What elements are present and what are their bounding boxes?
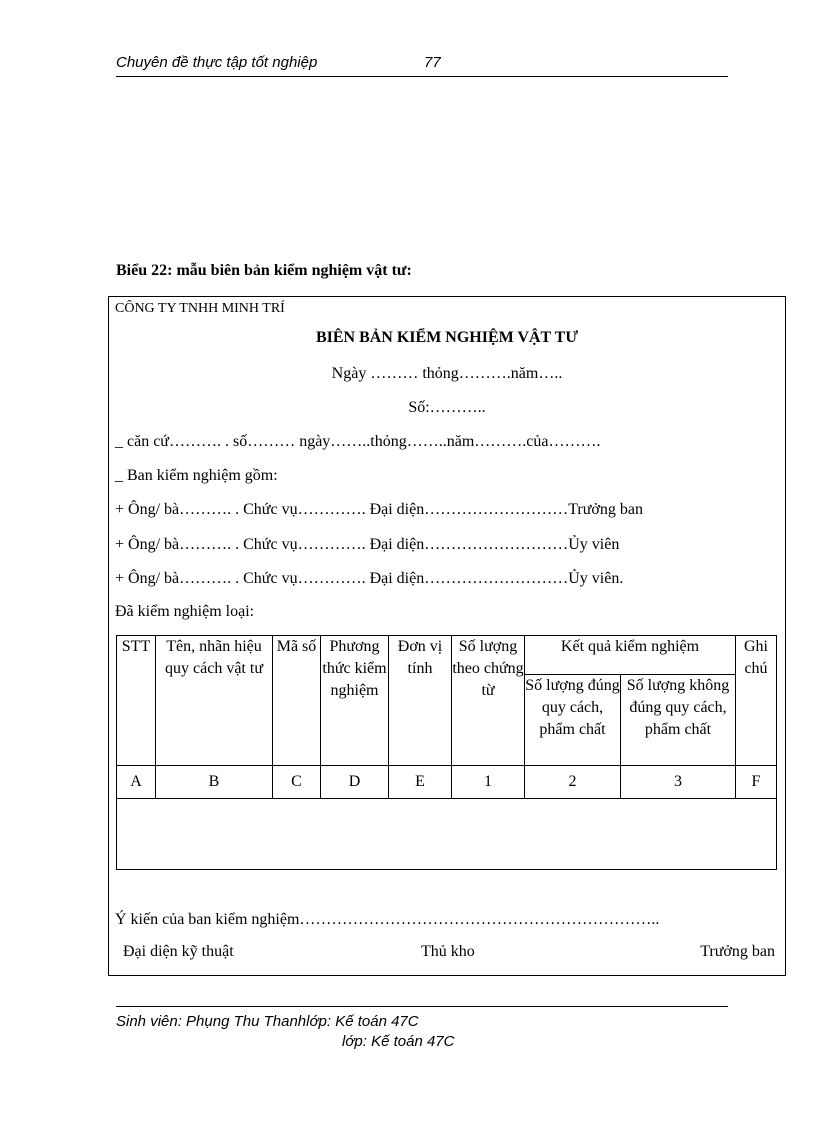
letter-cell: F	[736, 766, 777, 799]
member-line: + Ông/ bà………. . Chức vụ…………. Đại diện………………………Trưởng ban	[115, 501, 643, 518]
letter-cell: D	[321, 766, 389, 799]
empty-cell	[117, 799, 777, 870]
header-subject: Chuyên đề thực tập tốt nghiệp	[116, 54, 318, 71]
col-result-group: Kết quả kiểm nghiệm	[525, 636, 736, 675]
letter-cell: B	[156, 766, 273, 799]
inspection-form	[108, 296, 786, 976]
form-title: BIÊN BẢN KIỂM NGHIỆM VẬT TƯ	[315, 329, 579, 346]
number-line: Số:………..	[408, 399, 486, 416]
signature-technical: Đại diện kỹ thuật	[123, 943, 234, 960]
page-header	[116, 52, 728, 77]
table-letter-row	[117, 766, 777, 799]
col-ok-qty: Số lượng đúng quy cách, phẩm chất	[525, 675, 621, 766]
table-empty-row	[117, 799, 777, 870]
col-quantity: Số lượng theo chứng từ	[452, 636, 525, 766]
letter-cell: 3	[621, 766, 736, 799]
basis-line: _ căn cứ………. . số……… ngày……..thỏng……..năm……….của……….	[115, 433, 601, 450]
col-unit: Đơn vị tính	[389, 636, 452, 766]
member-line: + Ông/ bà………. . Chức vụ…………. Đại diện………………………Ủy viên	[115, 536, 620, 553]
letter-cell: E	[389, 766, 452, 799]
figure-title: Biểu 22: mẫu biên bản kiểm nghiệm vật tư:	[116, 262, 412, 279]
col-code: Mã số	[273, 636, 321, 766]
footer-line2: lớp: Kế toán 47C	[342, 1033, 455, 1050]
date-line: Ngày ……… thỏng……….năm…..	[331, 365, 563, 382]
letter-cell: A	[117, 766, 156, 799]
col-not-ok-qty: Số lượng không đúng quy cách, phẩm chất	[621, 675, 736, 766]
signature-storekeeper: Thủ kho	[421, 943, 475, 960]
inspection-table	[116, 635, 777, 870]
inspected-label: Đã kiểm nghiệm loại:	[115, 603, 255, 620]
member-line: + Ông/ bà………. . Chức vụ…………. Đại diện………………………Ủy viên.	[115, 570, 624, 587]
col-stt: STT	[117, 636, 156, 766]
letter-cell: C	[273, 766, 321, 799]
opinion-line: Ý kiến của ban kiểm nghiệm…………………………………………………………..	[115, 911, 660, 928]
company-name: CÔNG TY TNHH MINH TRÍ	[115, 301, 285, 316]
letter-cell: 2	[525, 766, 621, 799]
page-number: 77	[424, 54, 441, 71]
col-name: Tên, nhãn hiệu quy cách vật tư	[156, 636, 273, 766]
letter-cell: 1	[452, 766, 525, 799]
footer-line1: Sinh viên: Phụng Thu Thanhlớp: Kế toán 47C	[116, 1013, 419, 1030]
col-note: Ghi chú	[736, 636, 777, 766]
table-header-row	[117, 636, 777, 675]
col-method: Phương thức kiểm nghiệm	[321, 636, 389, 766]
committee-label: _ Ban kiểm nghiệm gồm:	[115, 467, 278, 484]
signature-head: Trưởng ban	[700, 943, 775, 960]
page-footer	[116, 1006, 728, 1050]
